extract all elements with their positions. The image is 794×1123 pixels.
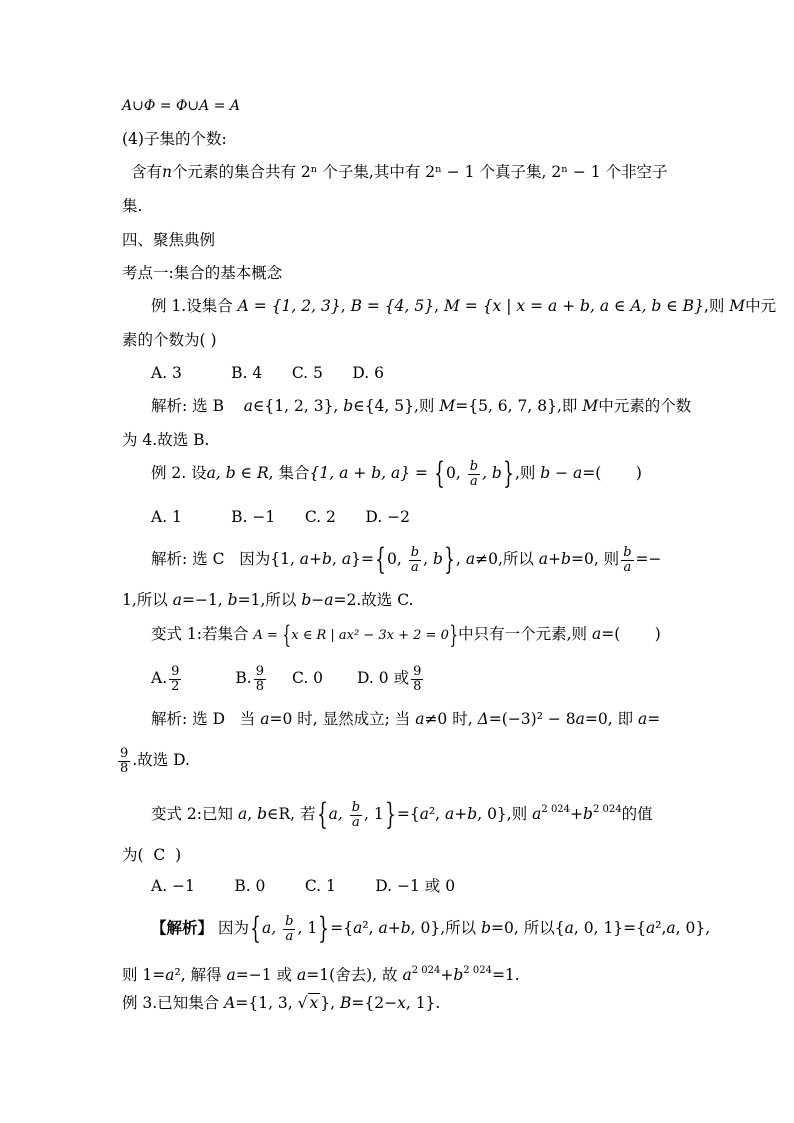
- option-d-label: D. 0 或: [357, 669, 410, 687]
- text: +: [454, 805, 468, 823]
- text: =1(舍去), 故: [306, 966, 403, 984]
- text: =1.: [491, 966, 520, 984]
- solution-label: 【解析】: [151, 918, 214, 937]
- text: 含有: [131, 163, 163, 181]
- example-1-question-cont: [122, 330, 217, 350]
- left-brace: {: [434, 456, 445, 491]
- math: a: [324, 591, 334, 609]
- denominator: 8: [120, 760, 129, 776]
- math: , b: [482, 464, 502, 482]
- set-identity-formula: [122, 96, 240, 116]
- text: ={: [330, 919, 354, 937]
- text: 变式 2:已知: [151, 805, 238, 823]
- math: A = {1, 2, 3}: [237, 297, 341, 315]
- text: 解析: 选 C 因为{1,: [151, 550, 300, 568]
- denominator: a: [468, 474, 480, 489]
- right-brace: }: [318, 911, 330, 946]
- math: x: [397, 994, 406, 1012]
- math: a: [419, 805, 429, 823]
- variant-2-options: [151, 876, 455, 896]
- math: A: [224, 994, 236, 1012]
- text: , 1}.: [405, 994, 441, 1012]
- fraction: [468, 460, 480, 489]
- text: , 0, 1}={: [573, 919, 647, 937]
- text: =0, 所以{: [491, 919, 565, 937]
- left-brace: {: [375, 542, 386, 577]
- math: B = {4, 5}: [350, 297, 435, 315]
- text: ∈R, 若: [267, 805, 316, 823]
- numerator: 9: [413, 663, 422, 679]
- math: a: [378, 919, 388, 937]
- math: a: [260, 710, 270, 728]
- math: a: [564, 919, 574, 937]
- heading-text: 考点一:集合的基本概念: [122, 264, 283, 282]
- topic-heading: [122, 263, 282, 283]
- left-brace: {: [250, 911, 261, 946]
- math: a: [445, 805, 455, 823]
- math: b: [432, 550, 443, 568]
- right-brace: }: [444, 542, 455, 577]
- text: ,: [455, 550, 466, 568]
- text: +: [309, 550, 323, 568]
- radicand: x: [309, 994, 319, 1012]
- numerator: 9: [120, 745, 129, 761]
- denominator: a: [283, 929, 295, 944]
- text: 变式 1:若集合: [151, 625, 254, 643]
- text: 1,所以: [122, 591, 173, 609]
- text: +: [387, 919, 401, 937]
- example-2-solution-cont: [122, 590, 413, 610]
- text: 例 3.已知集合: [122, 994, 225, 1012]
- math: a: [532, 805, 542, 823]
- math: a: [299, 550, 310, 568]
- text: ={: [396, 805, 420, 823]
- denominator: a: [621, 560, 633, 575]
- math: b: [467, 805, 478, 823]
- denominator: 8: [413, 678, 422, 694]
- text: −: [311, 591, 325, 609]
- option-a-label: A.: [151, 669, 168, 687]
- text: ≠0 时,: [424, 710, 478, 728]
- numerator: 9: [171, 663, 180, 679]
- math: b: [343, 397, 354, 415]
- numerator: b: [285, 913, 294, 929]
- math: a: [575, 710, 585, 728]
- text: 为( C ): [122, 846, 182, 864]
- example-2-options: [151, 507, 410, 527]
- text: ,: [434, 297, 444, 315]
- math: {1, a + b, a}: [309, 464, 411, 482]
- text: 素的个数为( ): [122, 331, 217, 349]
- math: M = {x | x = a + b, a ∈ A, b ∈ B}: [443, 297, 704, 315]
- math: M: [729, 297, 746, 315]
- denominator: a: [350, 815, 362, 830]
- right-brace: }: [385, 797, 396, 832]
- variant-2-question-cont: [122, 845, 181, 865]
- math: a: [226, 966, 236, 984]
- text: ={5, 6, 7, 8},即: [455, 397, 583, 415]
- text: =: [647, 710, 661, 728]
- text: =(−3)² − 8: [488, 710, 576, 728]
- example-1-solution-cont: [122, 430, 209, 450]
- fraction: [169, 665, 181, 694]
- math: b: [227, 591, 238, 609]
- example-2-solution: [151, 539, 662, 579]
- exponent: 2 024: [463, 965, 492, 976]
- text: 集.: [122, 197, 143, 215]
- options-text: A. 1 B. −1 C. 2 D. −2: [151, 508, 410, 526]
- math: a: [465, 550, 476, 568]
- variant-2-question: [151, 790, 653, 834]
- text: , 集合: [268, 464, 310, 482]
- text: =: [410, 464, 433, 482]
- numerator: 9: [255, 663, 265, 679]
- numerator: b: [469, 458, 479, 474]
- option-b-label: B.: [235, 669, 252, 687]
- subset-count-heading: [122, 129, 227, 149]
- text: , 1: [297, 919, 318, 937]
- text: 因为: [213, 919, 249, 937]
- text: , 0},则: [477, 805, 533, 823]
- math: a: [353, 919, 363, 937]
- sqrt-sign: √: [297, 994, 308, 1012]
- text: ={1, 3,: [235, 994, 298, 1012]
- section-heading: [122, 230, 215, 250]
- numerator: b: [351, 799, 361, 815]
- text: ,: [247, 805, 258, 823]
- text: .故选 D.: [132, 751, 190, 769]
- text: 0,: [387, 550, 407, 568]
- math: a: [646, 919, 656, 937]
- text: ,: [340, 297, 351, 315]
- text: =0, 即: [584, 710, 639, 728]
- option-c: C. 0: [292, 669, 324, 687]
- heading-text: 四、聚焦典例: [122, 231, 216, 249]
- variant-1-options: [151, 658, 425, 698]
- text: +: [570, 805, 584, 823]
- math: a: [638, 710, 648, 728]
- text: ,则: [703, 297, 730, 315]
- variant-1-solution-cont: [116, 740, 190, 780]
- numerator: b: [623, 544, 632, 560]
- text: ²,: [362, 919, 379, 937]
- math: b: [301, 591, 312, 609]
- text: =−: [635, 550, 662, 568]
- math: a: [296, 966, 307, 984]
- text: 中只有一个元素,则: [458, 625, 592, 643]
- math: a: [666, 919, 676, 937]
- text: =( ): [601, 625, 661, 643]
- text: =0 时, 显然成立; 当: [269, 710, 416, 728]
- numerator: b: [410, 544, 420, 560]
- math: B: [340, 994, 352, 1012]
- text: ,: [423, 550, 433, 568]
- text: ≠0,所以: [475, 550, 539, 568]
- variant-2-solution: [151, 908, 710, 948]
- math: a: [591, 625, 602, 643]
- variant-1-question: [151, 619, 661, 651]
- text: =( ): [582, 464, 642, 482]
- text: =1,所以: [237, 591, 302, 609]
- math: b: [481, 919, 492, 937]
- subset-count-text: [131, 162, 668, 182]
- fraction: [350, 801, 362, 830]
- math: n: [162, 163, 172, 181]
- exponent: 2 024: [411, 965, 441, 976]
- text: },: [320, 994, 340, 1012]
- example-2-question: [151, 457, 642, 489]
- text: 的值: [621, 805, 653, 823]
- text: , 0},: [675, 919, 711, 937]
- exponent: 2 024: [541, 804, 571, 815]
- fraction: [283, 915, 295, 944]
- math: a: [341, 550, 352, 568]
- text: 例 2. 设: [151, 464, 207, 482]
- formula-text: A∪Φ = Φ∪A = A: [122, 98, 241, 114]
- text: 0,: [446, 464, 466, 482]
- text: 则 1=: [122, 966, 166, 984]
- math: b: [583, 805, 593, 823]
- text: +: [548, 550, 562, 568]
- example-3-question: [122, 993, 440, 1013]
- denominator: 2: [171, 678, 180, 694]
- left-brace: {: [282, 621, 291, 649]
- math: b: [257, 805, 267, 823]
- text: , 1: [364, 805, 384, 823]
- math: Δ: [477, 710, 489, 728]
- math: M: [439, 397, 456, 415]
- text: 为 4.故选 B.: [122, 431, 210, 449]
- text: 中元: [745, 297, 777, 315]
- text: ∈{1, 2, 3},: [252, 397, 344, 415]
- text: =0, 则: [570, 550, 620, 568]
- right-brace: }: [503, 456, 514, 491]
- math: b: [400, 919, 411, 937]
- math: a: [243, 397, 253, 415]
- text: ²,: [655, 919, 667, 937]
- math: a: [172, 591, 182, 609]
- text: =−1 或: [235, 966, 297, 984]
- exponent: 2 024: [592, 804, 622, 815]
- text: ∈{4, 5},则: [353, 397, 440, 415]
- example-1-options: [151, 363, 384, 383]
- fraction: [254, 665, 266, 694]
- math: x ∈ R | ax² − 3x + 2 = 0: [291, 628, 449, 643]
- math: a: [538, 550, 549, 568]
- subset-count-text-cont: [122, 196, 142, 216]
- math: b − a: [540, 464, 583, 482]
- math: a, b ∈ R: [206, 464, 269, 482]
- denominator: 8: [255, 678, 265, 694]
- math: a,: [328, 805, 348, 823]
- text: }=: [351, 550, 374, 568]
- example-1-solution: [151, 396, 691, 416]
- fraction: [409, 546, 421, 575]
- left-brace: {: [316, 797, 328, 832]
- right-brace: }: [449, 621, 458, 649]
- math: a: [237, 805, 248, 823]
- fraction: [621, 546, 633, 575]
- variant-1-solution: [151, 709, 660, 729]
- options-text: A. −1 B. 0 C. 1 D. −1 或 0: [151, 877, 456, 895]
- math: b: [322, 550, 332, 568]
- fraction: [118, 747, 130, 776]
- math: a,: [262, 919, 282, 937]
- math: b: [453, 966, 464, 984]
- text: =−1,: [181, 591, 228, 609]
- text: 解析: 选 B: [151, 397, 244, 415]
- example-1-question: [151, 296, 776, 316]
- text: ,则: [514, 464, 541, 482]
- denominator: a: [409, 560, 421, 575]
- text: , 0},所以: [410, 919, 482, 937]
- text: ²,: [428, 805, 446, 823]
- math: a: [402, 966, 412, 984]
- math: A =: [253, 628, 282, 643]
- fraction: [411, 665, 423, 694]
- text: 解析: 选 D 当: [151, 710, 261, 728]
- text: =2.故选 C.: [333, 591, 414, 609]
- heading-text: (4)子集的个数:: [122, 130, 227, 148]
- math: a: [415, 710, 425, 728]
- math: a: [165, 966, 175, 984]
- math: M: [582, 397, 599, 415]
- text: 个元素的集合共有 2ⁿ 个子集,其中有 2ⁿ − 1 个真子集, 2ⁿ − 1 个非空子: [172, 163, 668, 181]
- text: 例 1.设集合: [151, 297, 238, 315]
- text: +: [440, 966, 454, 984]
- variant-2-solution-cont: [122, 961, 520, 985]
- text: ,: [331, 550, 342, 568]
- text: 中元素的个数: [598, 397, 692, 415]
- text: ={2−: [351, 994, 398, 1012]
- options-text: A. 3 B. 4 C. 5 D. 6: [151, 364, 385, 382]
- math: b: [561, 550, 571, 568]
- text: ², 解得: [174, 966, 227, 984]
